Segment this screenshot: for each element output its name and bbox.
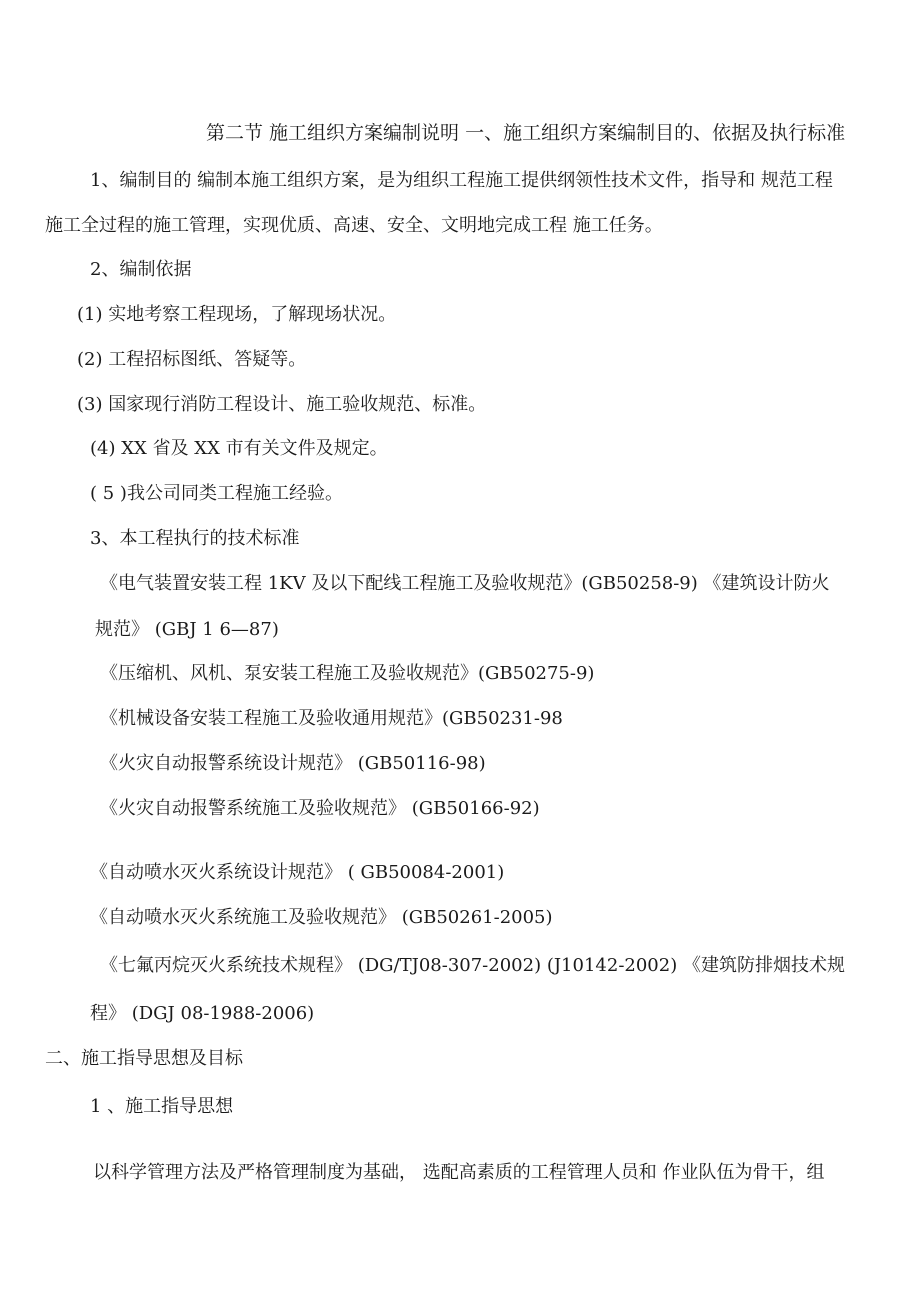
- paragraph-purpose-line-1: 1、编制目的 编制本施工组织方案，是为组织工程施工提供纲领性技术文件，指导和 规范工程: [90, 170, 833, 191]
- paragraph-purpose-line-2: 施工全过程的施工管理，实现优质、高速、安全、文明地完成工程 施工任务。: [45, 215, 663, 236]
- heading-basis: 2、编制依据: [90, 259, 192, 280]
- standard-item: 《自动喷水灭火系统设计规范》 ( GB50084-2001): [90, 862, 505, 883]
- section-2-subheading: 1 、施工指导思想: [90, 1096, 234, 1117]
- standard-item: 《机械设备安装工程施工及验收通用规范》(GB50231-98: [100, 708, 563, 729]
- standard-item: 《压缩机、风机、泵安装工程施工及验收规范》(GB50275-9): [100, 663, 595, 684]
- standard-item: 程》 (DGJ 08-1988-2006): [90, 1003, 315, 1024]
- basis-item-2: (2) 工程招标图纸、答疑等。: [77, 349, 307, 370]
- standard-item: 《七氟丙烷灭火系统技术规程》 (DG/TJ08-307-2002) (J10142-2002) 《建筑防排烟技术规: [100, 955, 845, 976]
- standard-item: 《电气装置安装工程 1KV 及以下配线工程施工及验收规范》(GB50258-9) 《建筑设计防火: [100, 573, 830, 594]
- basis-item-3: (3) 国家现行消防工程设计、施工验收规范、标准。: [77, 394, 487, 415]
- section-2-paragraph: 以科学管理方法及严格管理制度为基础， 选配高素质的工程管理人员和 作业队伍为骨干，组: [93, 1162, 825, 1183]
- heading-standards: 3、本工程执行的技术标准: [90, 528, 300, 549]
- section-heading: 第二节 施工组织方案编制说明 一、施工组织方案编制目的、依据及执行标准: [206, 122, 846, 144]
- basis-item-5: ( 5 )我公司同类工程施工经验。: [90, 483, 343, 504]
- standard-item: 《自动喷水灭火系统施工及验收规范》 (GB50261-2005): [90, 907, 553, 928]
- standard-item: 《火灾自动报警系统设计规范》 (GB50116-98): [100, 753, 486, 774]
- basis-item-4: (4) XX 省及 XX 市有关文件及规定。: [90, 438, 388, 459]
- standard-item: 《火灾自动报警系统施工及验收规范》 (GB50166-92): [100, 798, 540, 819]
- standard-item: 规范》 (GBJ 1 6—87): [95, 619, 279, 640]
- section-2-heading: 二、施工指导思想及目标: [45, 1048, 243, 1069]
- basis-item-1: (1) 实地考察工程现场，了解现场状况。: [77, 304, 397, 325]
